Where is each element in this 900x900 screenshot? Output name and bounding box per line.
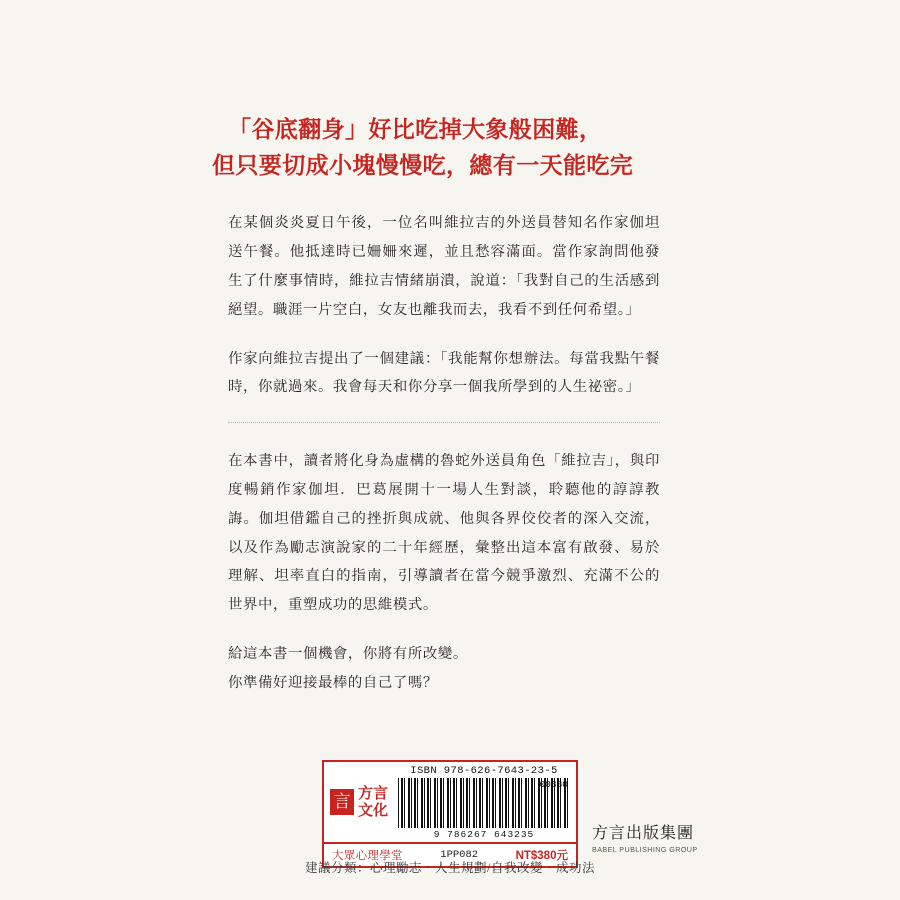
isbn-text: ISBN 978-626-7643-23-5: [410, 765, 558, 777]
barcode-number: 9 786267 643235: [433, 829, 535, 840]
publisher-logo-line-1: 方言: [358, 784, 389, 802]
closing-line-1: 給這本書一個機會，你將有所改變。: [228, 646, 468, 663]
barcode-frame: [322, 760, 578, 844]
footer-block: [322, 760, 578, 868]
body-paragraph-1: 在某個炎炎夏日午後，一位名叫維拉吉的外送員替知名作家伽坦送午餐。他抵達時已姍姍來遲，並且愁容滿面。當作家詢問他發生了什麼事情時，維拉吉情緒崩潰，說道：「我對自己的生活感到絕望。職涯一片空白，女友也離我而去，我看不到任何希望。」: [228, 215, 660, 318]
headline-line-1: 「谷底翻身」好比吃掉大象般困難，: [228, 116, 603, 142]
publisher-logo-mark: 言: [330, 789, 354, 815]
publisher-logo-text: [358, 785, 388, 820]
barcode-zone: [398, 762, 576, 842]
publisher-logo-line-2: 文化: [358, 802, 389, 819]
closing-line-2: 你準備好迎接最棒的自己了嗎？: [228, 674, 438, 691]
dotted-divider: [228, 422, 660, 423]
body-paragraph-3: 在本書中，讀者將化身為虛構的魯蛇外送員角色「維拉吉」，與印度暢銷作家伽坦．巴葛展開十一場人生對談，聆聽他的諄諄教誨。伽坦借鑑自己的挫折與成就、他與各界佼佼者的深入交流，以及作為勵志演說家的二十年經歷，彙整出這本富有啟發、易於理解、坦率直白的指南，引導讀者在當今競爭激烈、充滿不公的世界中，重塑成功的思維模式。: [228, 453, 660, 614]
series-code: 1PP082: [440, 849, 479, 861]
isbn-sub-code: 00380: [539, 779, 568, 790]
body-paragraph-2: 作家向維拉吉提出了一個建議：「我能幫你想辦法。每當我點午餐時，你就過來。我會每天和你分享一個我所學到的人生祕密。」: [228, 350, 660, 396]
publisher-group: [592, 820, 698, 854]
price-label: NT$380元: [515, 850, 568, 862]
publisher-logo: [324, 762, 398, 842]
publisher-group-name-en: BABEL PUBLISHING GROUP: [592, 845, 698, 854]
cover-content: [212, 112, 660, 698]
category-line: 建議分類：心理勵志‧人生規劃/自我改變‧成功法: [305, 861, 595, 875]
publisher-group-name-cn: 方言出版集團: [592, 825, 695, 842]
headline-line-2: 但只要切成小塊慢慢吃，總有一天能吃完: [212, 151, 634, 178]
series-name: 大眾心理學堂: [332, 850, 403, 862]
headline: [212, 112, 660, 183]
